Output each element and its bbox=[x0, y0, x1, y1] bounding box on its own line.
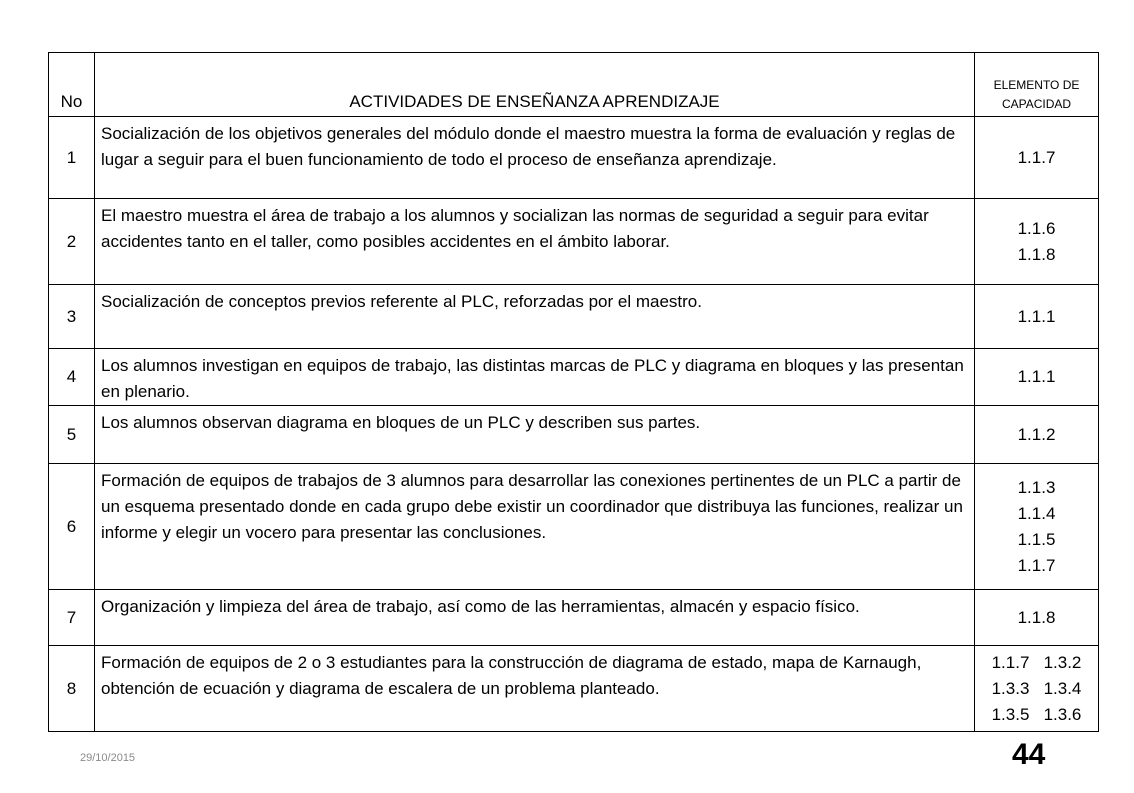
element-code: 1.1.2 bbox=[1017, 424, 1056, 444]
activities-table bbox=[48, 52, 1099, 732]
element-code: 1.3.5 1.3.6 bbox=[991, 704, 1082, 724]
table-row bbox=[49, 199, 1099, 285]
row-number: 3 bbox=[49, 285, 95, 349]
row-elements bbox=[975, 117, 1099, 199]
row-number: 7 bbox=[49, 590, 95, 646]
header-element-line-2: CAPACIDAD bbox=[1001, 97, 1072, 111]
table-row bbox=[49, 285, 1099, 349]
row-number: 6 bbox=[49, 464, 95, 590]
element-code: 1.1.3 bbox=[1017, 477, 1056, 497]
element-code-grid bbox=[975, 650, 1098, 728]
table-row bbox=[49, 349, 1099, 406]
row-elements bbox=[975, 464, 1099, 590]
table-row bbox=[49, 406, 1099, 464]
header-element bbox=[975, 53, 1099, 117]
row-elements bbox=[975, 285, 1099, 349]
table-row bbox=[49, 117, 1099, 199]
element-code: 1.1.7 bbox=[1017, 147, 1056, 167]
row-number: 4 bbox=[49, 349, 95, 406]
element-code: 1.1.6 bbox=[1017, 218, 1056, 238]
page-number: 44 bbox=[1012, 738, 1046, 771]
row-number: 2 bbox=[49, 199, 95, 285]
row-activity: Organización y limpieza del área de trabajo, así como de las herramientas, almacén y espacio físico. bbox=[95, 590, 975, 646]
row-elements bbox=[975, 590, 1099, 646]
row-activity: Los alumnos observan diagrama en bloques de un PLC y describen sus partes. bbox=[95, 406, 975, 464]
element-code: 1.1.4 bbox=[1017, 503, 1056, 523]
row-activity: Formación de equipos de 2 o 3 estudiantes para la construcción de diagrama de estado, mapa de Karnaugh, obtención de ecuación y diagrama de escalera de un problema planteado. bbox=[95, 646, 975, 732]
row-number: 5 bbox=[49, 406, 95, 464]
element-code: 1.3.3 1.3.4 bbox=[991, 678, 1082, 698]
element-code: 1.1.1 bbox=[1017, 306, 1056, 326]
table-row bbox=[49, 464, 1099, 590]
header-activity: ACTIVIDADES DE ENSEÑANZA APRENDIZAJE bbox=[95, 53, 975, 117]
element-code: 1.1.5 bbox=[1017, 529, 1056, 549]
header-no: No bbox=[49, 53, 95, 117]
header-element-line-1: ELEMENTO DE bbox=[993, 78, 1080, 92]
row-activity: Formación de equipos de trabajos de 3 alumnos para desarrollar las conexiones pertinentes de un PLC a partir de un esquema presentado donde en cada grupo debe existir un coordinador que distribuya las funciones, realizar un informe y elegir un vocero para presentar las conclusiones. bbox=[95, 464, 975, 590]
element-code: 1.1.7 1.3.2 bbox=[991, 652, 1082, 672]
element-code: 1.1.7 bbox=[1017, 555, 1056, 575]
footer-date: 29/10/2015 bbox=[80, 752, 136, 764]
row-elements bbox=[975, 199, 1099, 285]
row-elements bbox=[975, 349, 1099, 406]
element-code: 1.1.8 bbox=[1017, 244, 1056, 264]
row-activity: Los alumnos investigan en equipos de trabajo, las distintas marcas de PLC y diagrama en bloques y las presentan en plenario. bbox=[95, 349, 975, 406]
table-row bbox=[49, 646, 1099, 732]
element-code: 1.1.1 bbox=[1017, 367, 1056, 386]
row-elements bbox=[975, 406, 1099, 464]
table-row bbox=[49, 590, 1099, 646]
row-activity: Socialización de conceptos previos referente al PLC, reforzadas por el maestro. bbox=[95, 285, 975, 349]
table-header-row bbox=[49, 53, 1099, 117]
row-number: 1 bbox=[49, 117, 95, 199]
element-code: 1.1.8 bbox=[1017, 607, 1056, 627]
row-activity: El maestro muestra el área de trabajo a los alumnos y socializan las normas de seguridad a seguir para evitar accidentes tanto en el taller, como posibles accidentes en el ámbito laborar. bbox=[95, 199, 975, 285]
row-number: 8 bbox=[49, 646, 95, 732]
row-elements bbox=[975, 646, 1099, 732]
row-activity: Socialización de los objetivos generales del módulo donde el maestro muestra la forma de evaluación y reglas de lugar a seguir para el buen funcionamiento de todo el proceso de enseñanza aprendizaje. bbox=[95, 117, 975, 199]
